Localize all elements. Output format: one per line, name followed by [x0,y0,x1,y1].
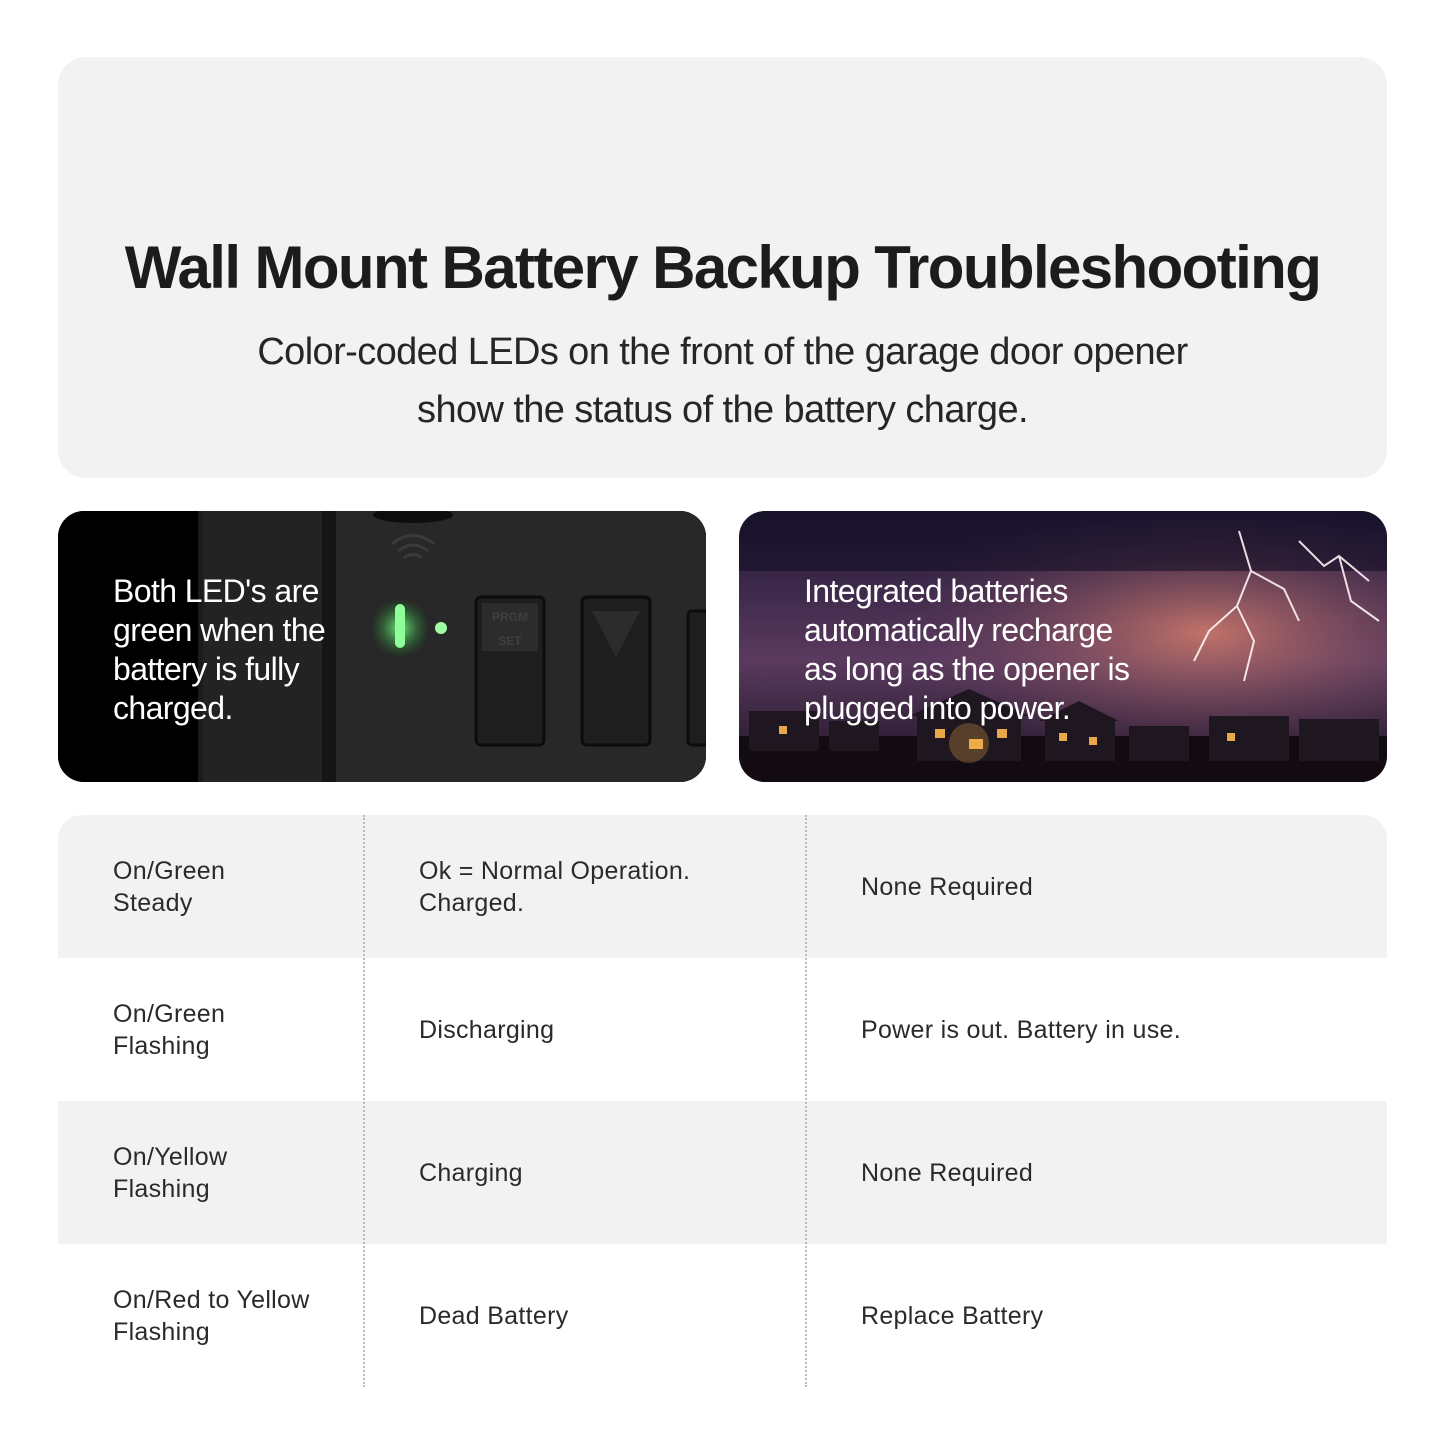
meaning-cell: Dead Battery [419,1301,569,1330]
page-subtitle [58,323,1387,439]
table-row [58,958,1387,1101]
caption-line: charged. [113,690,233,726]
caption-line: Integrated batteries [804,573,1068,609]
set-label: SET [498,634,522,648]
status-cell: On/Red to Yellow Flashing [113,1285,310,1346]
meaning-cell: Ok = Normal Operation. Charged. [419,856,691,917]
page-title: Wall Mount Battery Backup Troubleshooting [124,234,1321,301]
status-cell: On/Green Flashing [113,999,226,1060]
header-panel [58,57,1387,478]
action-cell: None Required [861,1158,1034,1187]
caption-line: Both LED's are [113,573,319,609]
caption-line: as long as the opener is [804,651,1130,687]
meaning-cell: Charging [419,1158,523,1187]
status-cell: On/Green Steady [113,856,226,917]
subtitle-line: Color-coded LEDs on the front of the garage door opener [257,331,1188,373]
prgm-label: PRGM [492,610,528,624]
caption-line: plugged into power. [804,690,1071,726]
storm-card-caption [804,572,1164,728]
action-cell: Power is out. Battery in use. [861,1015,1181,1044]
table-row [58,1244,1387,1387]
troubleshooting-table [58,815,1387,1387]
subtitle-line: show the status of the battery charge. [417,389,1028,431]
meaning-cell: Discharging [419,1015,555,1044]
led-closeup-card [58,511,706,782]
column-divider [363,815,365,1387]
table-row [58,1101,1387,1244]
action-cell: None Required [861,872,1034,901]
action-cell: Replace Battery [861,1301,1044,1330]
led-card-caption [113,572,353,728]
led-bar-icon [395,604,405,648]
table-row [58,815,1387,958]
column-divider [805,815,807,1387]
caption-line: green when the [113,612,326,648]
status-cell: On/Yellow Flashing [113,1142,228,1203]
caption-line: automatically recharge [804,612,1113,648]
caption-line: battery is fully [113,651,300,687]
storm-photo-card [739,511,1387,782]
led-dot-icon [435,622,447,634]
